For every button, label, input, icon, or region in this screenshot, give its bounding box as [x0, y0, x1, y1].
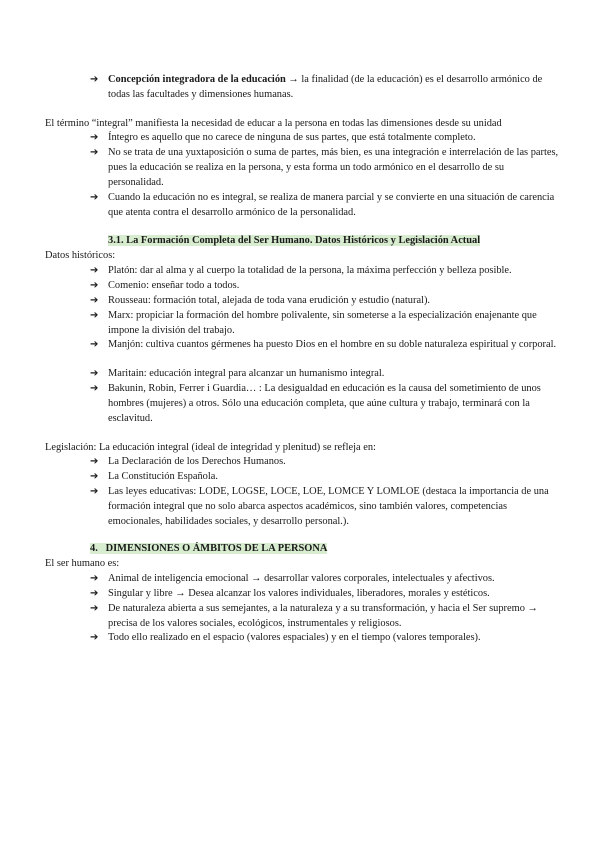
list-item: ➔ Marx: propiciar la formación del hombre polivalente, sin someterse a la especialización enajenante que impone la división del trabajo. [90, 310, 537, 336]
arrow-icon: ➔ [90, 265, 99, 276]
list-item: ➔ Platón: dar al alma y al cuerpo la totalidad de la persona, la máxima perfección y belleza posible. [90, 265, 512, 276]
arrow-icon: ➔ [90, 456, 99, 467]
arrow-icon: ➔ [90, 74, 99, 85]
list-item: ➔ De naturaleza abierta a sus semejantes, a la naturaleza y a su transformación, y hacia el Ser supremo → precisa de los valores sociales, ecológicos, instrumentales y religiosos. [90, 603, 538, 629]
intro-bullet-text: → la finalidad (de la educación) es el desarrollo armónico de todas las facultades y dimensiones humanas. [108, 74, 543, 100]
list-item: ➔ Rousseau: formación total, alejada de toda vana erudición y estudio (natural). [90, 295, 430, 306]
arrow-icon: ➔ [90, 295, 99, 306]
legislacion-label: Legislación: La educación integral (ideal de integridad y plenitud) se refleja en: [45, 442, 376, 453]
intro-bullet-bold: Concepción integradora de la educación [108, 74, 286, 85]
arrow-icon: ➔ [90, 486, 99, 497]
arrow-icon: ➔ [90, 603, 99, 614]
integral-paragraph: El término “integral” manifiesta la necesidad de educar a la persona en todas las dimensiones desde su unidad [45, 118, 502, 129]
list-item: ➔ Manjón: cultiva cuantos gérmenes ha puesto Dios en el hombre en su doble naturaleza espiritual y corporal. [90, 339, 557, 350]
arrow-icon: ➔ [90, 310, 99, 321]
arrow-icon: ➔ [90, 280, 99, 291]
arrow-icon: ➔ [90, 632, 99, 643]
datos-historicos-label: Datos históricos: [45, 250, 116, 261]
arrow-icon: ➔ [90, 383, 99, 394]
list-item: ➔ Íntegro es aquello que no carece de ninguna de sus partes, que está totalmente completo. [90, 132, 476, 143]
list-item: ➔ La Declaración de los Derechos Humanos. [90, 456, 286, 467]
section-heading-4: 4. DIMENSIONES O ÁMBITOS DE LA PERSONA [90, 543, 328, 554]
list-item: ➔ Animal de inteligencia emocional → desarrollar valores corporales, intelectuales y afectivos. [90, 573, 495, 584]
list-item: ➔ Las leyes educativas: LODE, LOGSE, LOCE, LOE, LOMCE Y LOMLOE (destaca la importancia de una formación integral que no solo abarca aspectos académicos, sino también valores, competencias emocionales, habilidades sociales, y desarrollo personal.). [90, 486, 549, 527]
list-item: ➔ Comenio: enseñar todo a todos. [90, 280, 240, 291]
arrow-icon: ➔ [90, 573, 99, 584]
arrow-icon: ➔ [90, 132, 99, 143]
list-item: ➔ Bakunin, Robin, Ferrer i Guardia… : La desigualdad en educación es la causa del sometimiento de unos hombres (mujeres) a otros. Sólo una educación completa, que aúne cultura y trabajo, terminará con la esclavitud. [90, 383, 541, 424]
list-item: ➔ Todo ello realizado en el espacio (valores espaciales) y en el tiempo (valores temporales). [90, 632, 481, 643]
arrow-icon: ➔ [90, 147, 99, 158]
intro-bullet [90, 72, 560, 102]
list-item: ➔ Singular y libre → Desea alcanzar los valores individuales, liberadores, morales y estéticos. [90, 588, 490, 599]
arrow-icon: ➔ [90, 368, 99, 379]
arrow-icon: ➔ [90, 471, 99, 482]
ser-humano-label: El ser humano es: [45, 558, 120, 569]
arrow-icon: ➔ [90, 339, 99, 350]
section-heading-3-1: 3.1. La Formación Completa del Ser Humano. Datos Históricos y Legislación Actual [108, 235, 481, 246]
list-item: ➔ No se trata de una yuxtaposición o suma de partes, más bien, es una integración e interrelación de las partes, pues la educación se realiza en la persona, y esta forma un todo armónico en el desarrollo de su personalidad. [90, 147, 559, 188]
list-item: ➔ La Constitución Española. [90, 471, 218, 482]
list-item: ➔ Cuando la educación no es integral, se realiza de manera parcial y se convierte en una situación de carencia que atenta contra el desarrollo armónico de la personalidad. [90, 192, 555, 218]
arrow-icon: ➔ [90, 588, 99, 599]
list-item: ➔ Maritain: educación integral para alcanzar un humanismo integral. [90, 368, 385, 379]
arrow-icon: ➔ [90, 192, 99, 203]
